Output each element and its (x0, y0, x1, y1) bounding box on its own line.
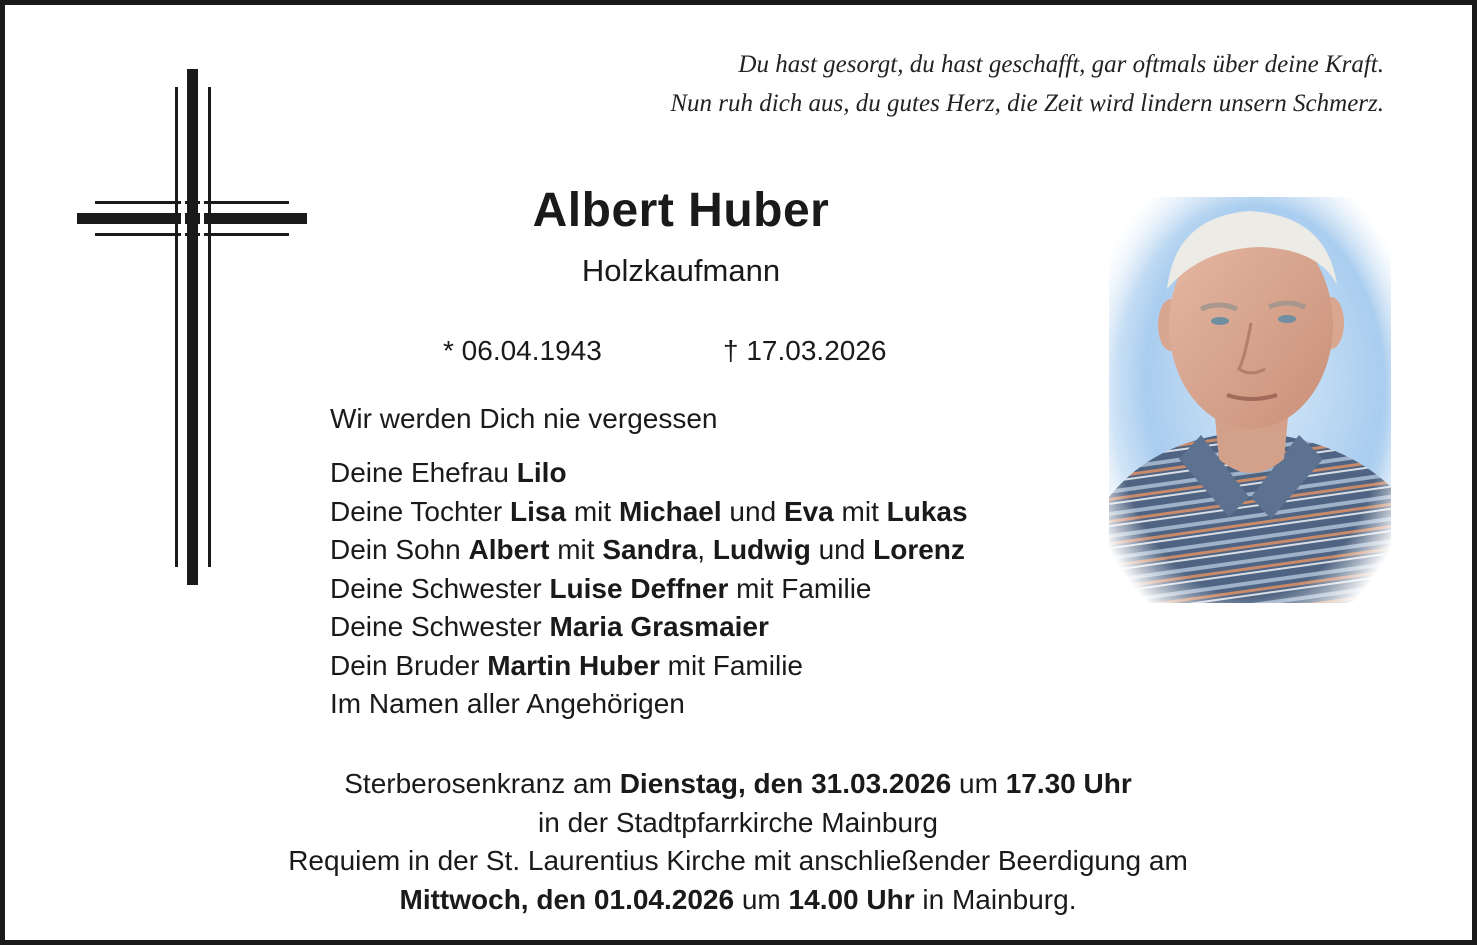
family-line: Deine Schwester Luise Deffner mit Familie (330, 572, 872, 604)
family-line: Deine Schwester Maria Grasmaier (330, 611, 769, 642)
family-line: Dein Sohn Albert mit Sandra, Ludwig und Lorenz (330, 534, 965, 565)
service-info (5, 765, 1471, 919)
poem-line-2: Nun ruh dich aus, du gutes Herz, die Zeit wird lindern unsern Schmerz. (670, 90, 1384, 117)
service-line: Mittwoch, den 01.04.2026 um 14.00 Uhr in Mainburg. (399, 883, 1077, 915)
service-line: Sterberosenkranz am Dienstag, den 31.03.2026 um 17.30 Uhr (344, 768, 1132, 799)
family-line: Dein Bruder Martin Huber mit Familie (330, 649, 803, 681)
service-line: in der Stadtpfarrkirche Mainburg (538, 806, 938, 838)
family-line: Deine Tochter Lisa mit Michael und Eva mit Lukas (330, 495, 968, 527)
farewell-text: Wir werden Dich nie vergessen (330, 403, 718, 434)
service-line: Requiem in der St. Laurentius Kirche mit anschließender Beerdigung am (288, 845, 1188, 876)
poem-line-1: Du hast gesorgt, du hast geschafft, gar oftmals über deine Kraft. (738, 51, 1384, 78)
deceased-name: Albert Huber (532, 184, 830, 237)
poem (670, 45, 1384, 123)
family-list (330, 454, 968, 724)
deceased-profession: Holzkaufmann (581, 253, 781, 288)
portrait-photo (1109, 197, 1391, 603)
family-line: Im Namen aller Angehörigen (330, 688, 685, 719)
family-line: Deine Ehefrau Lilo (330, 457, 567, 488)
birth-date: * 06.04.1943 (443, 335, 602, 366)
cross-icon (77, 69, 309, 589)
death-date: † 17.03.2026 (723, 335, 887, 366)
